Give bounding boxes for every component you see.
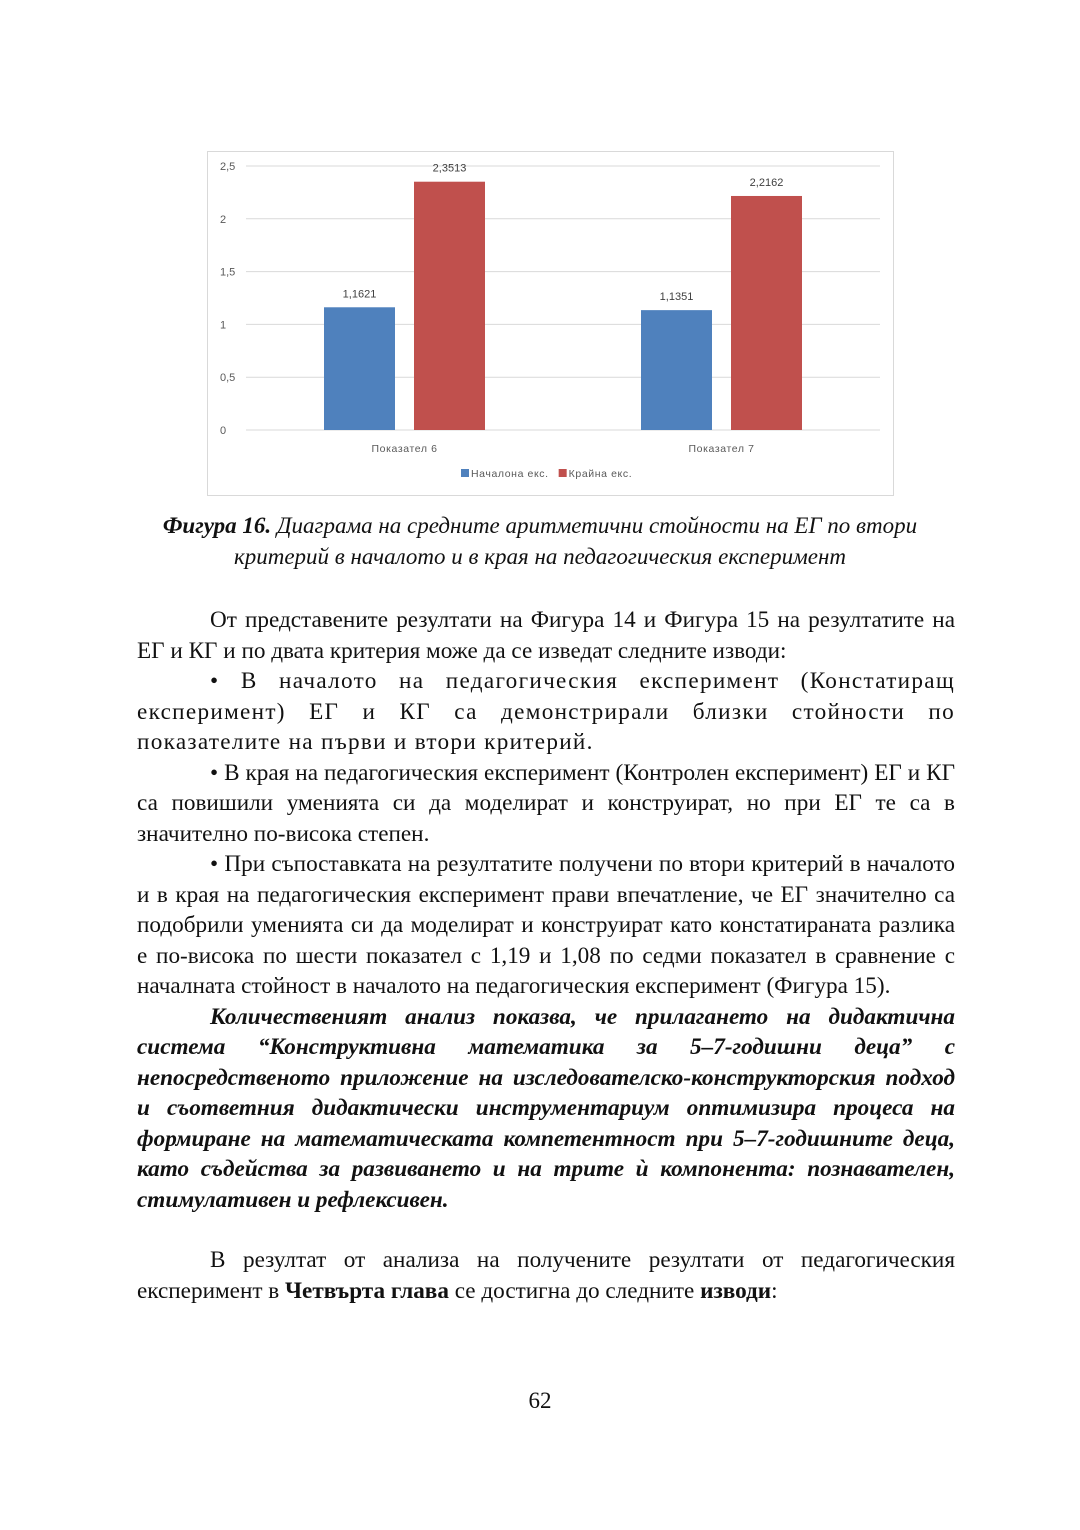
data-label: 1,1621 bbox=[342, 288, 377, 301]
conclusion-paragraph: Количественият анализ показва, че прилагането на дидактична система “Конструктивна математика за 5–7-годишни деца” с непосредственото приложение на изследователско-конструкторския подход и съответния дидактически инструментариум оптимизира процеса на формиране на математическата компетентност при 5–7-годишните деца, като съдейства за развиването и на трите ѝ компонента: познавателен, стимулативен и рефлексивен. bbox=[137, 1003, 955, 1213]
summary-end: : bbox=[771, 1277, 778, 1304]
x-tick-label: Показател 6 bbox=[371, 443, 438, 455]
bar bbox=[324, 307, 395, 430]
bullet-2: • В края на педагогическия експеримент (Контролен експеримент) ЕГ и КГ са повишили уменията си да моделират и конструират, но при ЕГ те са в значително по-висока степен. bbox=[137, 759, 955, 847]
data-label: 2,3513 bbox=[432, 162, 467, 175]
bullet-1: • В началото на педагогическия експеримент (Констатиращ експеримент) ЕГ и КГ са демонстрирали близки стойности по показателите на първи и втори критерий. bbox=[137, 668, 955, 755]
summary-mid: се достигна до следните bbox=[448, 1277, 701, 1304]
y-tick-label: 0,5 bbox=[220, 372, 236, 385]
summary-start: В резултат от анализа на получените резултати от педагогическия експеримент в bbox=[137, 1247, 955, 1304]
summary-conclusions: изводи bbox=[700, 1277, 772, 1304]
caption-label: Фигура 16. bbox=[162, 513, 272, 538]
caption-text: Диаграма на средните аритметични стойности на ЕГ по втори критерий в началото и в края на педагогическия експеримент bbox=[233, 513, 918, 569]
body-text bbox=[137, 605, 955, 1306]
summary-paragraph bbox=[137, 1245, 955, 1306]
y-tick-label: 2,5 bbox=[220, 161, 236, 173]
y-tick-label: 2 bbox=[220, 213, 227, 226]
bullet-3: • При съпоставката на резултатите получени по втори критерий в началото и в края на педагогическия експеримент прави впечатление, че ЕГ значително са подобрили уменията си да моделират и конструират като констатираната разлика е по-висока по шести показател с 1,19 и 1,08 по седми показател в сравнение с началната стойност в началото на педагогическия експеримент (Фигура 15). bbox=[137, 851, 955, 999]
x-tick-label: Показател 7 bbox=[688, 443, 755, 455]
bar bbox=[641, 310, 712, 430]
chart-svg bbox=[208, 152, 895, 497]
data-label: 1,1351 bbox=[659, 291, 694, 304]
bar bbox=[731, 196, 802, 430]
legend-label: Крайна екс. bbox=[568, 468, 633, 480]
y-tick-label: 1,5 bbox=[220, 266, 236, 279]
summary-chapter: Четвърта глава bbox=[285, 1277, 449, 1304]
bar bbox=[414, 182, 485, 430]
bar-chart bbox=[207, 151, 894, 496]
legend-label: Началона екс. bbox=[471, 468, 549, 480]
legend-swatch bbox=[461, 469, 469, 477]
figure-caption bbox=[130, 510, 950, 572]
y-tick-label: 1 bbox=[220, 319, 227, 332]
data-label: 2,2162 bbox=[749, 176, 784, 189]
paragraph-intro: От представените резултати на Фигура 14 и Фигура 15 на резултатите на ЕГ и КГ и по двата критерия може да се изведат следните изводи: bbox=[137, 607, 955, 664]
y-tick-label: 0 bbox=[220, 425, 227, 437]
page-number: 62 bbox=[528, 1388, 552, 1413]
legend-swatch bbox=[559, 469, 567, 477]
